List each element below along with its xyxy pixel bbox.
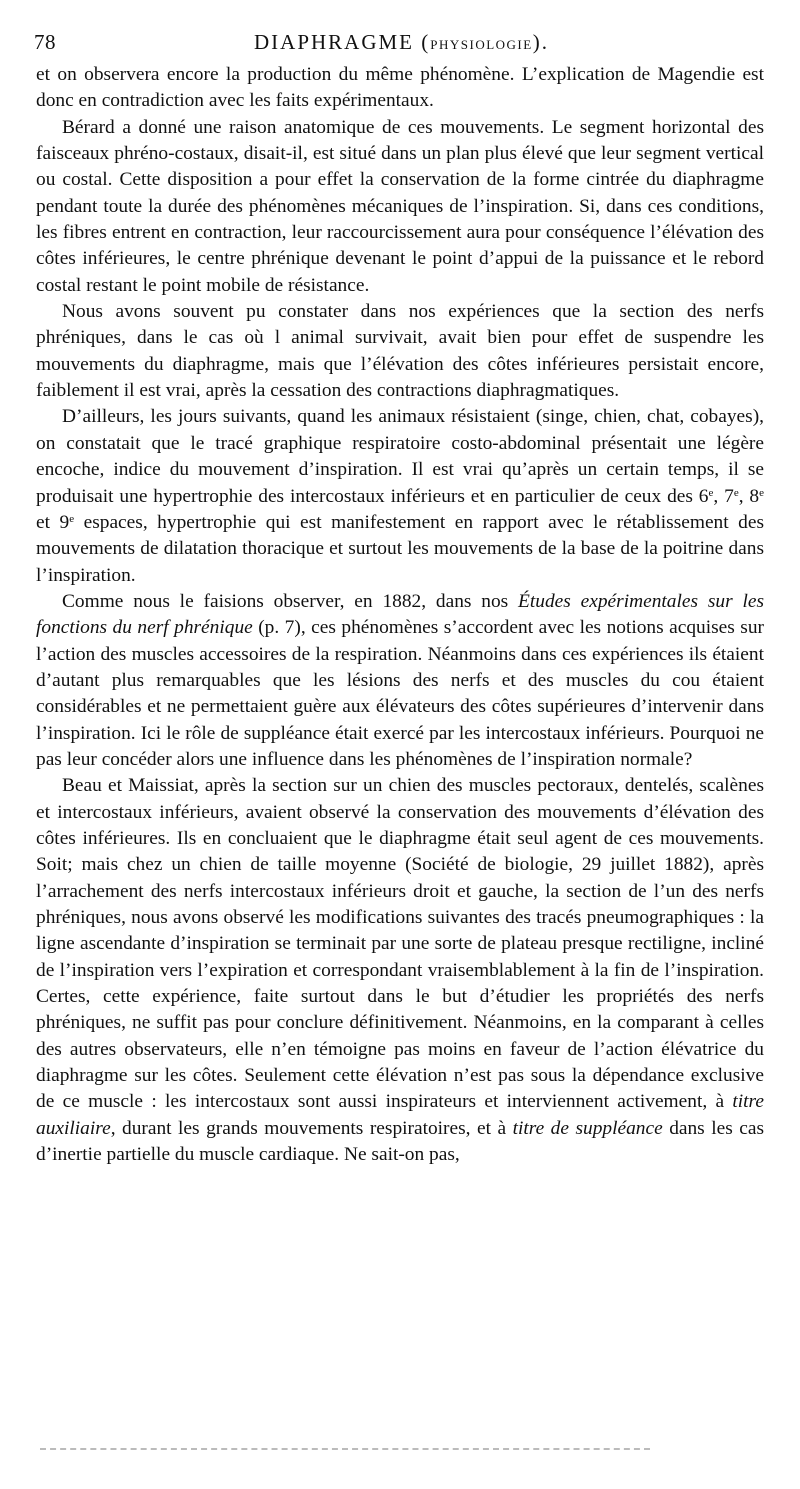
body-text — [36, 62, 764, 1168]
superscript: e — [69, 512, 75, 525]
paragraph — [36, 62, 764, 115]
text-run: D’ailleurs, les jours suivants, quand les animaux résistaient (singe, chien, chat, cobayes), on constatait que le tracé graphique respiratoire costo-abdominal présentait une légère encoche, indice du mouvement d’inspiration. Il est vrai qu’après un certain temps, il se produisait une hypertrophie des intercostaux inférieurs et en particulier de ceux des 6 — [36, 406, 764, 507]
italic-text: Études expérimentales sur les fonctions du nerf phrénique — [36, 590, 764, 639]
text-run: , durant les grands mouvements respiratoires, et à — [110, 1117, 513, 1139]
text-run: et on observera encore la production du même phénomène. L’explication de Magendie est donc en contradiction avec les faits expérimentaux. — [36, 64, 764, 112]
text-run: dans les cas d’inertie partielle du muscle cardiaque. Ne sait-on pas, — [36, 1117, 765, 1166]
paragraph — [36, 404, 764, 588]
paragraph — [36, 115, 764, 299]
text-run: , 8 — [738, 485, 760, 507]
running-title-main: DIAPHRAGME — [254, 30, 415, 54]
running-title-subject: PHYSIOLOGIE — [430, 37, 533, 52]
text-run: Beau et Maissiat, après la section sur un chien des muscles pectoraux, dentelés, scalènes et intercostaux inférieurs, avaient observé la conservation des mouvements d’élévation des côtes inférieures. Ils en concluaient que le diaphragme était seul agent de ces mouvements. Soit; mais chez un chien de taille moyenne (Société de biologie, 29 juillet 1882), après l’arrachement des nerfs intercostaux inférieurs droit et gauche, la section de l’un des nerfs phréniques, nous avons observé les modifications suivantes des tracés pneumographiques : la ligne ascendante d’inspiration se terminait par une sorte de plateau presque rectiligne, incliné de l’inspiration vers l’expiration et correspondant vraisemblablement à la fin de l’inspiration. Certes, cette expérience, faite surtout dans le but d’étudier les propriétés des nerfs phréniques, ne suffit pas pour conclure définitivement. Néanmoins, en la comparant à celles des autres observateurs, elle n’en témoigne pas moins en faveur de l’action élévatrice du diaphragme sur les côtes. Seulement cette élévation n’est pas sous la dépendance exclusive de ce muscle : les intercostaux sont aussi inspirateurs et interviennent activement, à — [36, 775, 764, 1113]
superscript: e — [759, 486, 765, 499]
superscript: e — [733, 486, 739, 499]
text-run: Bérard a donné une raison anatomique de ces mouvements. Le segment horizontal des faisceaux phréno-costaux, disait-il, est situé dans un plan plus élevé que leur segment vertical ou costal. Cette disposition a pour effet la conservation de la forme cintrée du diaphragme pendant toute la durée des phénomènes mécaniques de l’inspiration. Si, dans ces conditions, les fibres entrent en contraction, leur raccourcissement aura pour conséquence l’élévation des côtes inférieures, le centre phrénique devenant le point d’appui de la puissance et le rebord costal restant le point mobile de résistance. — [36, 116, 764, 296]
text-run: Nous avons souvent pu constater dans nos expériences que la section des nerfs phréniques, dans le cas où l animal survivait, avait bien pour effet de suspendre les mouvements du diaphragme, mais que l’élévation des côtes inférieures persistait encore, faiblement il est vrai, après la cessation des contractions diaphragmatiques. — [36, 301, 764, 402]
page-header — [34, 30, 760, 58]
text-run: (p. 7), ces phénomènes s’accordent avec les notions acquises sur l’action des muscles accessoires de la respiration. Néanmoins dans ces expériences ils étaient d’autant plus remarquables que les lésions des nerfs et des muscles du cou étaient considérables et ne permettaient guère aux élévateurs des côtes supérieures d’intervenir dans l’inspiration. Ici le rôle de suppléance était exercé par les intercostaux inférieurs. Pourquoi ne pas leur concéder alors une influence dans les phénomènes de l’inspiration normale? — [36, 617, 764, 770]
running-title-close: ). — [532, 30, 549, 54]
running-title-open: ( — [414, 30, 431, 54]
paragraph — [36, 773, 764, 1168]
running-title — [254, 30, 549, 55]
paragraph — [36, 299, 764, 404]
italic-text: titre de suppléance — [512, 1117, 663, 1139]
text-run: , 7 — [713, 485, 734, 507]
text-run: Comme nous le faisions observer, en 1882, dans nos — [62, 590, 519, 612]
superscript: e — [708, 486, 714, 499]
footer-rule — [40, 1448, 650, 1450]
italic-text: titre auxiliaire — [36, 1091, 764, 1139]
page-number: 78 — [34, 30, 56, 54]
text-run: espaces, hypertrophie qui est manifestement en rapport avec le rétablissement des mouvements de dilatation thoracique et surtout les mouvements de la base de la poitrine dans l’inspiration. — [36, 511, 764, 586]
text-run: et 9 — [36, 511, 70, 533]
paragraph — [36, 589, 764, 773]
